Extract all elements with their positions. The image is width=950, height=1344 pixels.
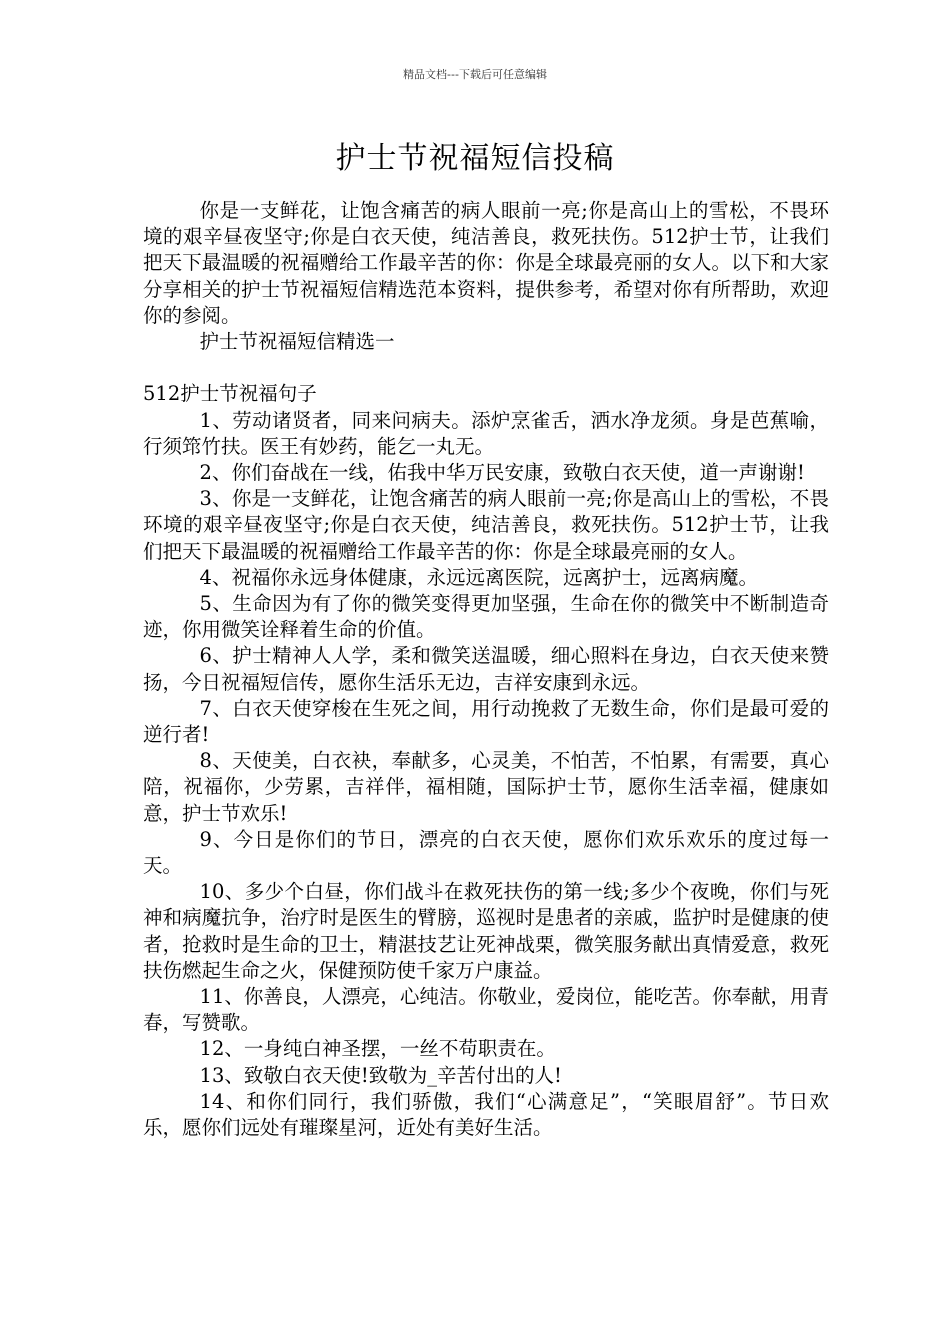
list-item: 5、生命因为有了你的微笑变得更加坚强，生命在你的微笑中不断制造奇迹，你用微笑诠释着生命的价值。 <box>143 592 829 642</box>
list-item: 14、和你们同行，我们骄傲，我们“心满意足”，“笑眼眉舒”。节日欢乐，愿你们远处有璀璨星河，近处有美好生活。 <box>143 1089 829 1140</box>
list-item: 4、祝福你永远身体健康，永远远离医院，远离护士，远离病魔。 <box>199 565 758 589</box>
document-body <box>143 198 829 1141</box>
section-heading: 护士节祝福短信精选一 <box>199 330 395 354</box>
blank-line <box>143 355 829 381</box>
intro-paragraph: 你是一支鲜花，让饱含痛苦的病人眼前一亮;你是高山上的雪松，不畏环境的艰辛昼夜坚守;你是白衣天使，纯洁善良，救死扶伤。512护士节，让我们把天下最温暖的祝福赠给工作最辛苦的你：你是全球最亮丽的女人。以下和大家分享相关的护士节祝福短信精选范本资料，提供参考，希望对你有所帮助，欢迎你的参阅。 <box>143 199 829 327</box>
list-item: 9、今日是你们的节日，漂亮的白衣天使，愿你们欢乐欢乐的度过每一天。 <box>143 827 829 878</box>
list-item: 1、劳动诸贤者，同来问病夫。添炉烹雀舌，洒水净龙须。身是芭蕉喻，行须筇竹扶。医王有妙药，能乞一丸无。 <box>143 408 829 458</box>
list-item: 11、你善良，人漂亮，心纯洁。你敬业，爱岗位，能吃苦。你奉献，用青春，写赞歌。 <box>143 985 829 1035</box>
list-item: 7、白衣天使穿梭在生死之间，用行动挽救了无数生命，你们是最可爱的逆行者! <box>143 696 829 747</box>
list-item: 12、一身纯白神圣摆，一丝不苟职责在。 <box>199 1037 556 1061</box>
document-title: 护士节祝福短信投稿 <box>335 141 615 176</box>
list-item: 3、你是一支鲜花，让饱含痛苦的病人眼前一亮;你是高山上的雪松，不畏环境的艰辛昼夜坚守;你是白衣天使，纯洁善良，救死扶伤。512护士节，让我们把天下最温暖的祝福赠给工作最辛苦的你：你是全球最亮丽的女人。 <box>143 487 829 563</box>
list-item: 10、多少个白昼，你们战斗在救死扶伤的第一线;多少个夜晚，你们与死神和病魔抗争，治疗时是医生的臂膀，巡视时是患者的亲戚，监护时是健康的使者，抢救时是生命的卫士，精湛技艺让死神战栗，微笑服务献出真情爱意，救死扶伤燃起生命之火，保健预防使千家万户康益。 <box>143 880 829 982</box>
list-item: 8、天使美，白衣袂，奉献多，心灵美，不怕苦，不怕累，有需要，真心陪，祝福你，少劳累，吉祥伴，福相随，国际护士节，愿你生活幸福，健康如意，护士节欢乐! <box>143 749 829 825</box>
list-item: 2、你们奋战在一线，佑我中华万民安康，致敬白衣天使，道一声谢谢! <box>199 461 805 485</box>
list-item: 6、护士精神人人学，柔和微笑送温暖，细心照料在身边，白衣天使来赞扬，今日祝福短信传，愿你生活乐无边，吉祥安康到永远。 <box>143 644 829 694</box>
subsection-heading: 512护士节祝福句子 <box>143 382 317 406</box>
list-item: 13、致敬白衣天使!致敬为_辛苦付出的人! <box>199 1063 562 1087</box>
header-note: 精品文档---下载后可任意编辑 <box>403 68 547 81</box>
